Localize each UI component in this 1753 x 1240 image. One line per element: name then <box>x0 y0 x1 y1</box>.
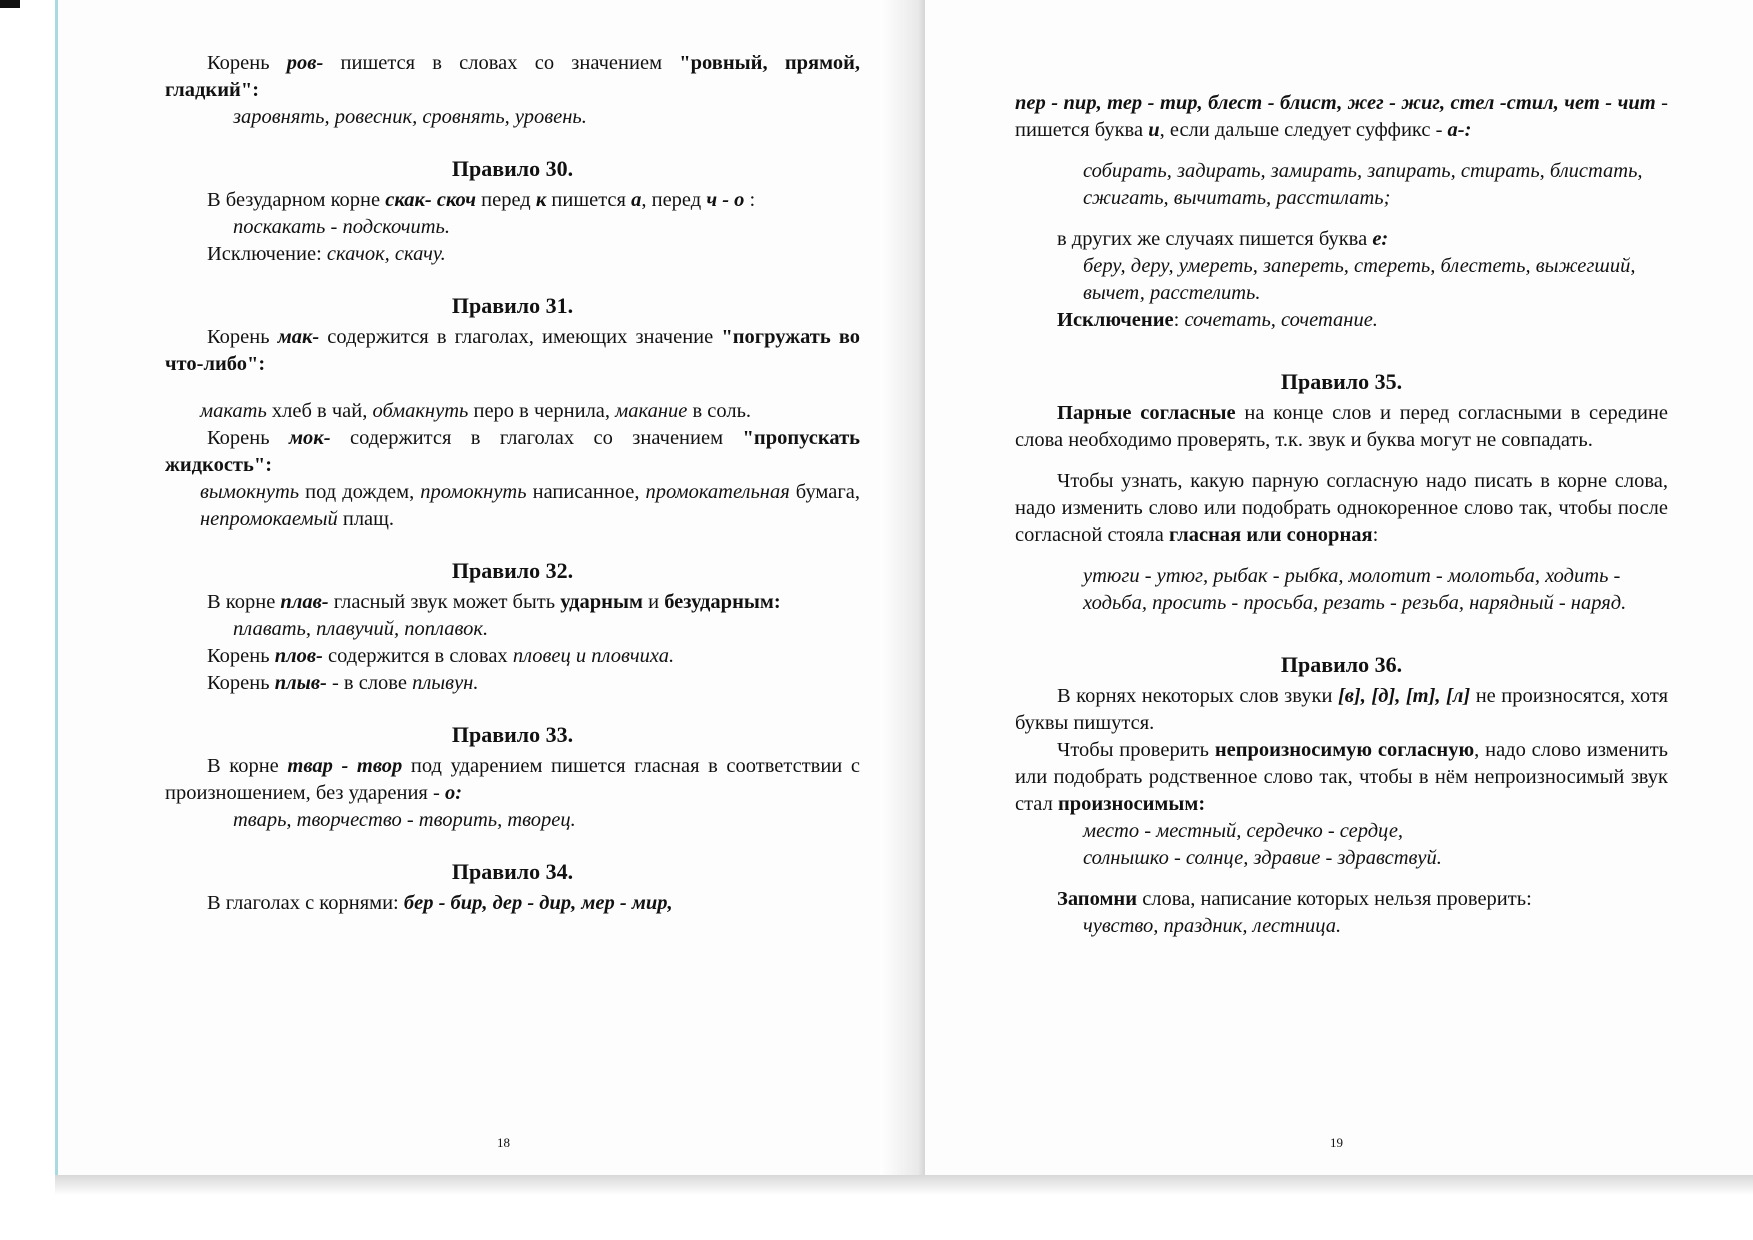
rule-34-text: В глаголах с корнями: бер - бир, дер - дир, мер - мир, <box>207 892 673 914</box>
rule-31-example-mak: макать хлеб в чай, обмакнуть перо в чернила, макание в соль. <box>200 400 752 422</box>
rule-33-example: тварь, творчество - творить, творец. <box>233 809 576 831</box>
rule-35-text-2: Чтобы узнать, какую парную согласную надо писать в корне слова, надо изменить слово или подобрать однокоренное слово так, чтобы после согласной стояла гласная или сонорная: <box>1015 470 1668 546</box>
rule-34-text-e: в других же случаях пишется буква е: <box>1057 228 1389 250</box>
right-page <box>925 0 1753 1175</box>
rule-34-example-e: беру, деру, умереть, запереть, стереть, блестеть, выжегший, вычет, расстелить. <box>1083 255 1636 304</box>
scan-corner-mark <box>0 0 20 8</box>
rule-35-title: Правило 35. <box>1280 369 1403 394</box>
rule-34-exception: Исключение: сочетать, сочетание. <box>1057 309 1378 331</box>
rule-32-example: плавать, плавучий, поплавок. <box>233 618 489 640</box>
rule-31-example-mok: вымокнуть под дождем, промокнуть написанное, промокательная бумага, непромокаемый плащ. <box>200 481 860 530</box>
example-rov: заровнять, ровесник, сровнять, уровень. <box>233 106 587 128</box>
rule-35-text: Парные согласные на конце слов и перед согласными в середине слова необходимо проверять, т.к. звук и буква могут не совпадать. <box>1015 402 1668 451</box>
rule-32-text: В корне плав- гласный звук может быть ударным и безударным: <box>207 591 781 613</box>
rule-30-text: В безударном корне скак- скоч перед к пишется а, перед ч - о : <box>207 189 756 211</box>
page-number-right: 19 <box>1330 1135 1343 1150</box>
rule-34-example-i: собирать, задирать, замирать, запирать, стирать, блистать, сжигать, вычитать, расстилать; <box>1083 160 1643 209</box>
rule-32-plov: Корень плов- содержится в словах пловец и пловчиха. <box>207 645 675 667</box>
page-bottom-edge <box>55 1175 1753 1240</box>
rule-36-example-2: солнышко - солнце, здравие - здравствуй. <box>1083 847 1442 869</box>
left-page <box>55 0 920 1175</box>
rule-31-title: Правило 31. <box>451 293 574 318</box>
rule-32-plyv: Корень плыв- - в слове плывун. <box>207 672 479 694</box>
rule-31-text: Корень мак- содержится в глаголах, имеющих значение "погружать во что-либо": <box>165 326 861 375</box>
rule-36-remember: Запомни слова, написание которых нельзя проверить: <box>1057 888 1532 910</box>
rule-34-title: Правило 34. <box>451 859 574 884</box>
rule-32-title: Правило 32. <box>451 558 574 583</box>
rule-34-continuation: пер - пир, тер - тир, блест - блист, жег - жиг, стел -стил, чет - чит - пишется буква и, если дальше следует суффикс - а-: <box>1015 92 1668 141</box>
rule-36-title: Правило 36. <box>1280 652 1403 677</box>
rule-36-text: В корнях некоторых слов звуки [в], [д], [т], [л] не произносятся, хотя буквы пишутся. <box>1015 685 1669 734</box>
paragraph-rov: Корень ров- пишется в словах со значением "ровный, прямой, гладкий": <box>165 52 861 101</box>
rule-30-example: поскакать - подскочить. <box>233 216 450 238</box>
rule-33-title: Правило 33. <box>451 722 574 747</box>
rule-36-example-1: место - местный, сердечко - сердце, <box>1083 820 1404 842</box>
page-number-left: 18 <box>497 1135 510 1150</box>
rule-36-example-3: чувство, праздник, лестница. <box>1083 915 1342 937</box>
rule-35-example: утюги - утюг, рыбак - рыбка, молотит - молотьба, ходить - ходьба, просить - просьба, резать - резьба, нарядный - наряд. <box>1083 565 1627 614</box>
rule-30-title: Правило 30. <box>451 156 574 181</box>
rule-36-text-2: Чтобы проверить непроизносимую согласную, надо слово изменить или подобрать родственное слово так, чтобы в нём непроизносимый звук стал произносимым: <box>1015 739 1668 815</box>
rule-33-text: В корне твар - твор под ударением пишется гласная в соответствии с произношением, без ударения - о: <box>165 755 860 804</box>
rule-31-text-mok: Корень мок- содержится в глаголах со значением "пропускать жидкость": <box>165 427 861 476</box>
rule-30-exception: Исключение: скачок, скачу. <box>207 243 446 265</box>
